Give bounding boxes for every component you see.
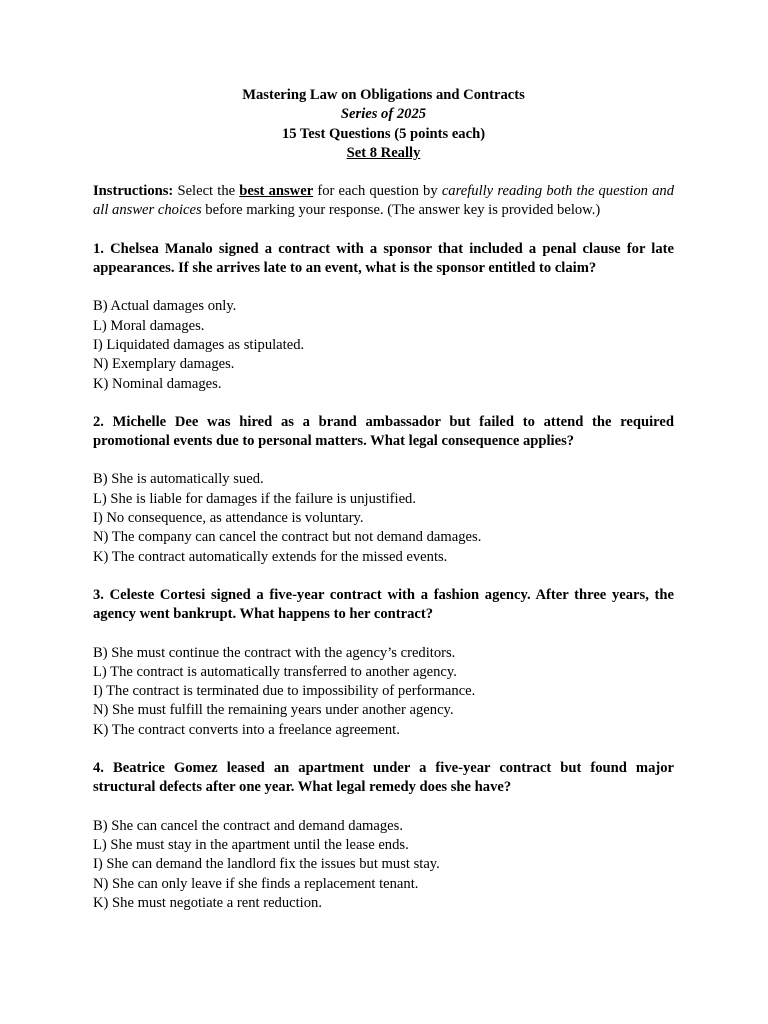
answer-option: L) Moral damages.: [93, 317, 205, 334]
answer-option: B) She is automatically sued.: [93, 471, 264, 488]
set-label: Set 8 Really: [346, 144, 421, 161]
answer-options: [93, 644, 674, 740]
document-page: [93, 86, 674, 913]
answer-option: N) Exemplary damages.: [93, 356, 235, 373]
question-1: [93, 240, 674, 394]
question-text: 3. Celeste Cortesi signed a five-year contract with a fashion agency. After three years, the agency went bankrupt. What happens to her contract?: [93, 586, 674, 623]
question-text: 2. Michelle Dee was hired as a brand ambassador but failed to attend the required promotional events due to personal matters. What legal consequence applies?: [93, 413, 674, 450]
question-3: [93, 586, 674, 740]
answer-option: K) Nominal damages.: [93, 375, 222, 392]
instructions-best-answer: best answer: [239, 183, 314, 200]
answer-option: I) She can demand the landlord fix the issues but must stay.: [93, 856, 440, 873]
answer-option: B) She can cancel the contract and demand damages.: [93, 817, 403, 834]
instructions-label: Instructions:: [93, 183, 174, 200]
instructions-italic-text: carefully reading both the question and all answer choices: [93, 183, 674, 219]
instructions-paragraph: [93, 182, 674, 221]
answer-option: N) The company can cancel the contract but not demand damages.: [93, 529, 482, 546]
answer-option: N) She can only leave if she finds a replacement tenant.: [93, 875, 419, 892]
answer-option: L) The contract is automatically transferred to another agency.: [93, 663, 457, 680]
answer-options: [93, 817, 674, 913]
answer-options: [93, 470, 674, 566]
answer-option: K) The contract automatically extends for the missed events.: [93, 548, 448, 565]
answer-option: K) The contract converts into a freelance agreement.: [93, 721, 400, 738]
answer-option: I) No consequence, as attendance is voluntary.: [93, 510, 364, 527]
instructions-text-1: Select the: [173, 183, 240, 200]
question-text: 4. Beatrice Gomez leased an apartment under a five-year contract but found major structural defects after one year. What legal remedy does she have?: [93, 760, 674, 796]
answer-option: B) Actual damages only.: [93, 298, 237, 315]
question-count-line: 15 Test Questions (5 points each): [281, 125, 486, 142]
answer-option: I) Liquidated damages as stipulated.: [93, 336, 305, 353]
answer-option: I) The contract is terminated due to impossibility of performance.: [93, 683, 476, 700]
instructions-text-2: for each question by: [313, 183, 442, 200]
answer-option: K) She must negotiate a rent reduction.: [93, 894, 322, 911]
instructions-text-3: before marking your response. (The answer key is provided below.): [201, 202, 601, 219]
question-2: [93, 413, 674, 567]
answer-option: N) She must fulfill the remaining years under another agency.: [93, 702, 454, 719]
document-title: Mastering Law on Obligations and Contracts: [242, 87, 525, 103]
answer-option: B) She must continue the contract with the agency’s creditors.: [93, 644, 456, 661]
question-text: 1. Chelsea Manalo signed a contract with a sponsor that included a penal clause for late appearances. If she arrives late to an event, what is the sponsor entitled to claim?: [93, 240, 674, 277]
answer-option: L) She is liable for damages if the failure is unjustified.: [93, 490, 417, 507]
answer-options: [93, 297, 674, 393]
document-subtitle: Series of 2025: [340, 106, 427, 123]
document-header: [93, 86, 674, 163]
answer-option: L) She must stay in the apartment until the lease ends.: [93, 836, 409, 853]
question-4: [93, 759, 674, 913]
